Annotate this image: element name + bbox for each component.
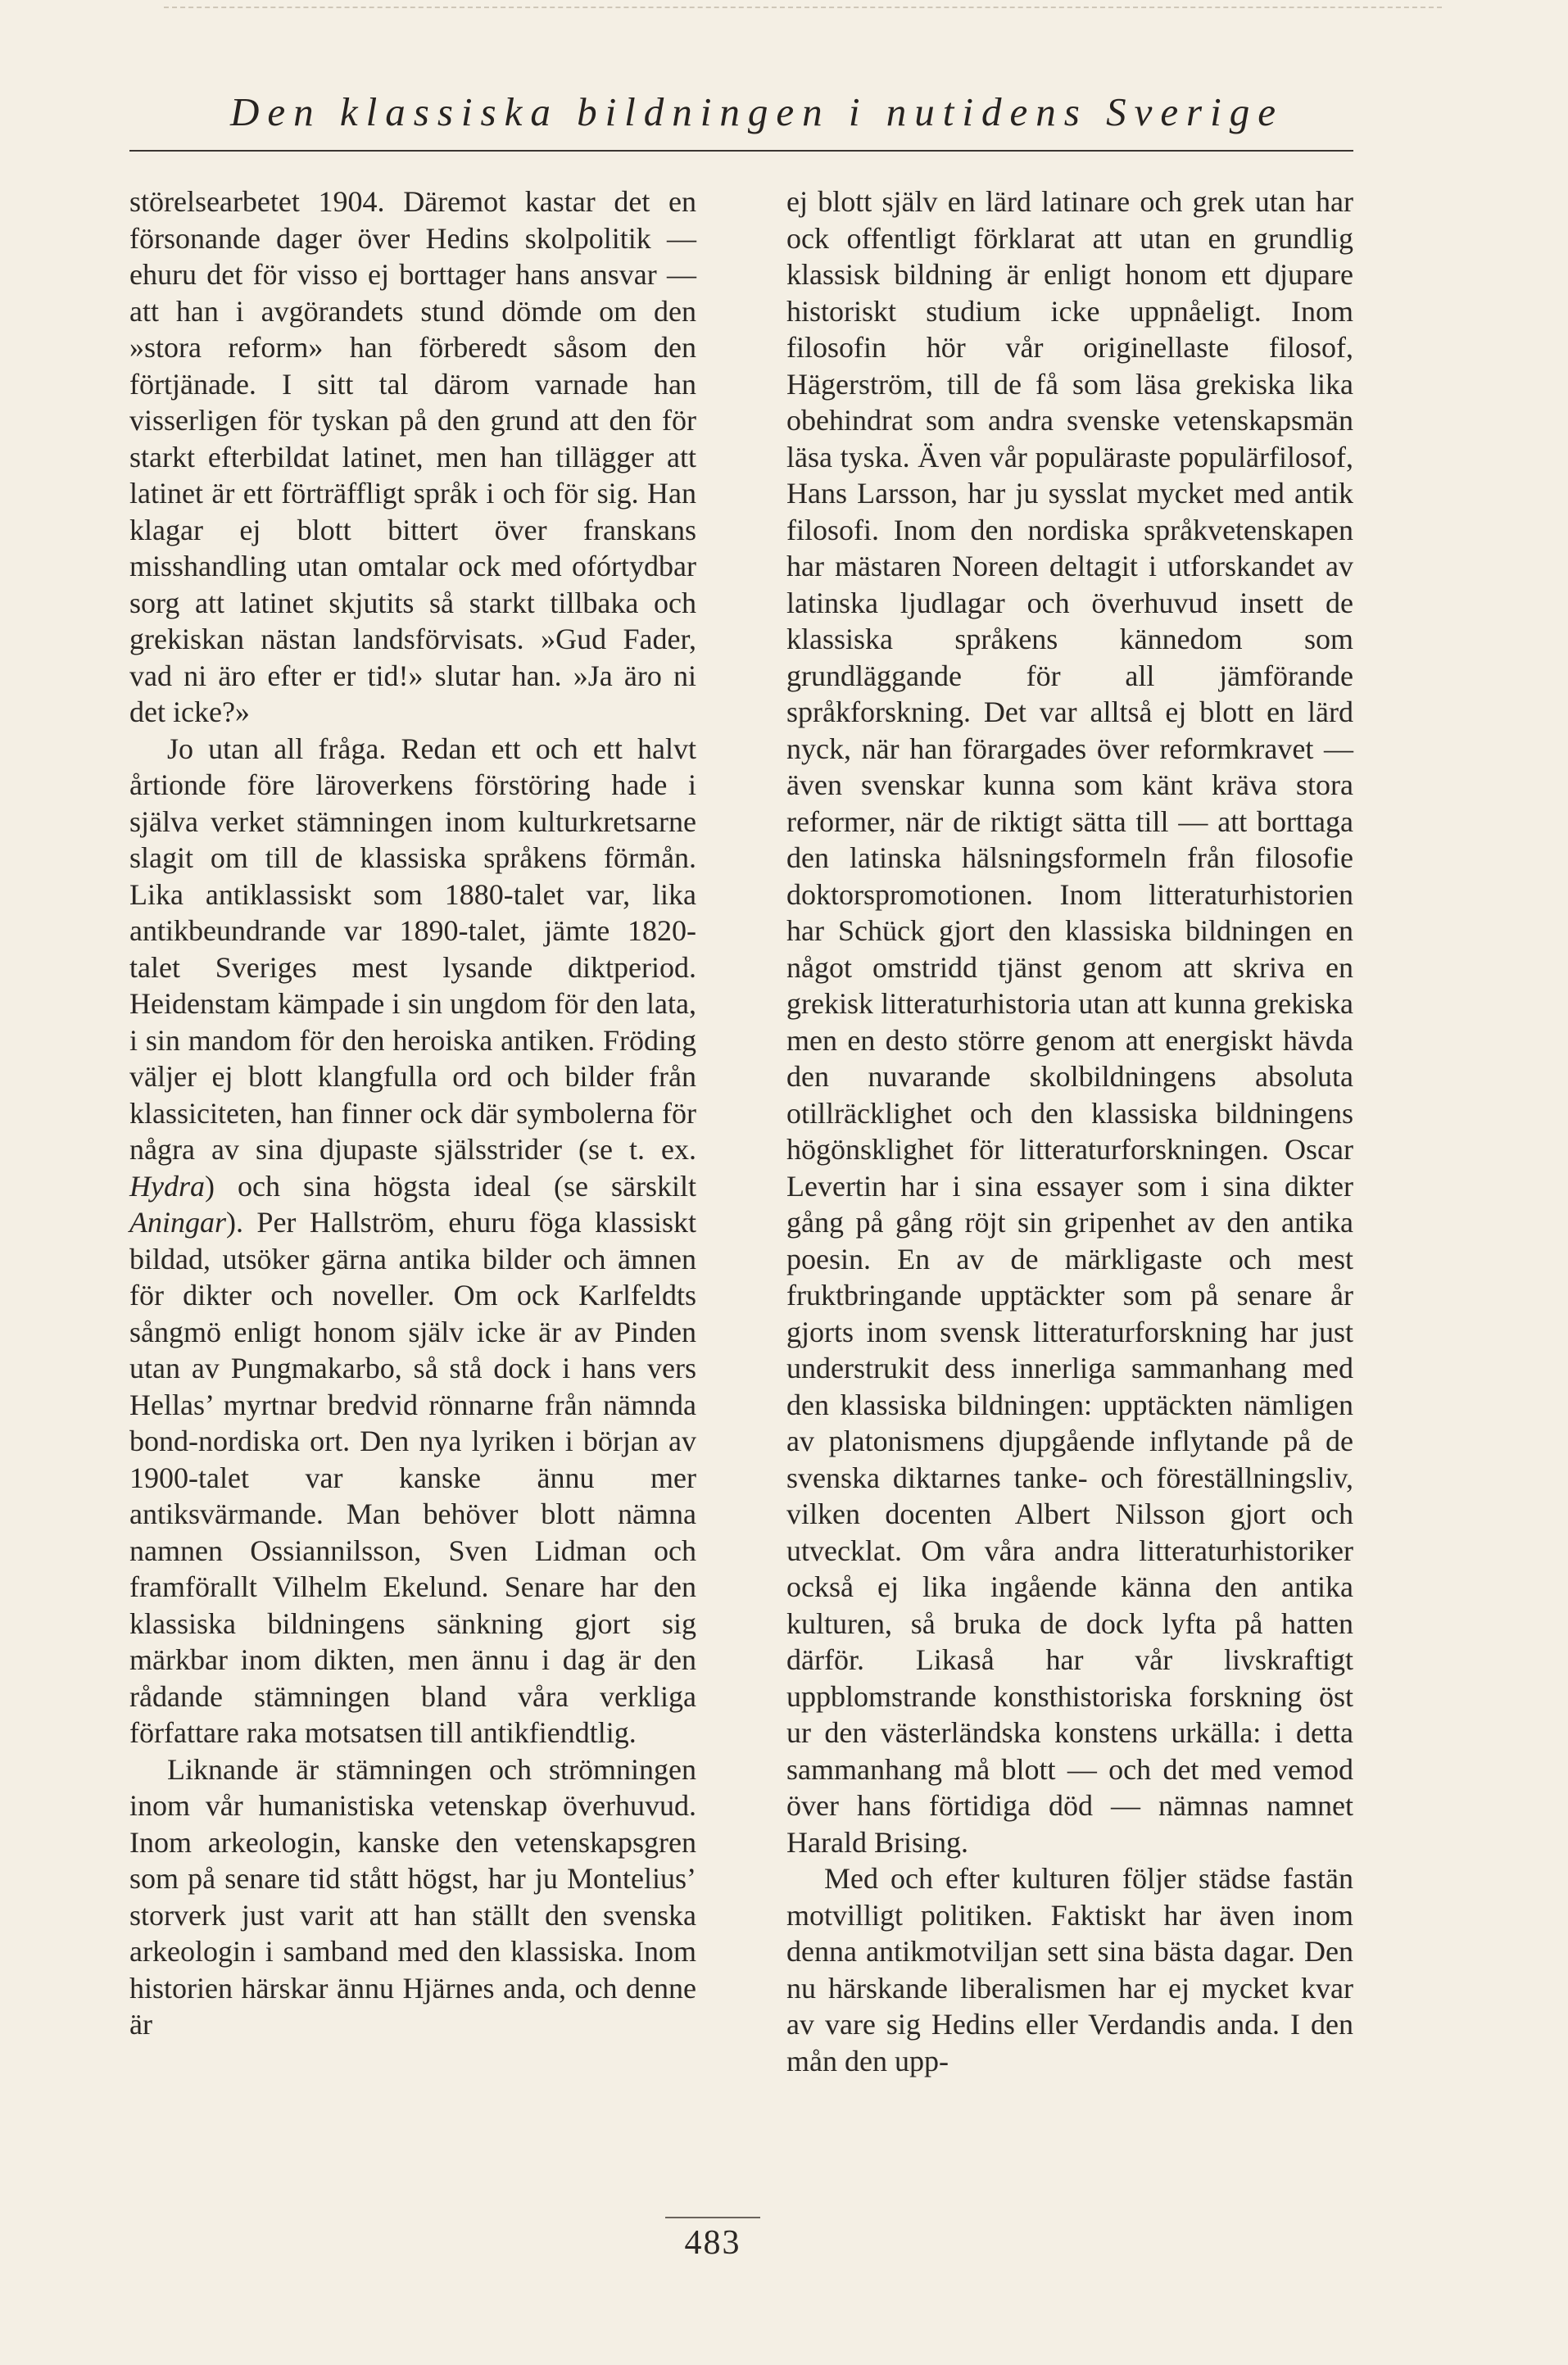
page-number: 483 bbox=[684, 2224, 741, 2262]
paragraph: ej blott själv en lärd latinare och grek utan har ock offentligt förklarat att utan en grundlig klassisk bildning är enligt honom ett djupare historiskt studium icke uppnåeligt. Inom filosofin hör vår originellaste filosof, Hägerström, till de få som läsa grekiska lika obehindrat som andra svenske vetenskapsmän läsa tyska. Även vår populäraste populärfilosof, Hans Larsson, har ju sysslat mycket med antik filosofi. Inom den nordiska språkvetenskapen har mästaren Noreen deltagit i utforskandet av latinska ljudlagar och överhuvud insett de klassiska språkens kännedom som grundläggande för all jämförande språkforskning. Det var alltså ej blott en lärd nyck, när han förargades över reformkravet — även svenskar kunna som känt kräva stora reformer, när de riktigt sätta till — att borttaga den latinska hälsningsformeln från filosofie doktorspromotionen. Inom litteraturhistorien har Schück gjort den klassiska bildningen en något omstridd tjänst genom att skriva en grekisk litteraturhistoria utan att kunna grekiska men en desto större genom att energiskt hävda den nuvarande skolbildningens absoluta otillräcklighet och den klassiska bildningens högönsklighet för litteraturforskningen. Oscar Levertin har i sina essayer som i sina dikter gång på gång röjt sin gripenhet av den antika poesin. En av de märkligaste och mest fruktbringande upptäckter som på senare år gjorts inom svensk litteraturforskning har just understrukit dess innerliga sammanhang med den klassiska bildningen: upptäckten nämligen av platonismens djupgående inflytande på de svenska diktarnes tanke- och föreställningsliv, vilken docenten Albert Nilsson gjort och utvecklat. Om våra andra litteraturhistoriker också ej lika ingående känna den antika kulturen, så bruka de dock lyfta på hatten därför. Likaså har vår livskraftigt uppblomstrande konsthistoriska forskning öst ur den västerländska konstens urkälla: i detta sammanhang må blott — och det med vemod över hans förtidiga död — nämnas namnet Harald Brising. bbox=[786, 185, 1353, 1859]
right-column bbox=[786, 183, 1353, 2079]
left-column bbox=[129, 183, 696, 2043]
paragraph: Jo utan all fråga. Redan ett och ett halvt årtionde före läroverkens förstöring hade i själva verket stämningen inom kulturkretsarne slagit om till de klassiska språkens förmån. Lika antiklassiskt som 1880-talet var, lika antikbeundrande var 1890-talet, jämte 1820-talet Sveriges mest lysande diktperiod. Heidenstam kämpade i sin ungdom för den lata, i sin mandom för den heroiska antiken. Fröding väljer ej blott klangfulla ord och bilder från klassiciteten, han finner ock där symbolerna för några av sina djupaste själsstrider (se t. ex. Hydra) och sina högsta ideal (se särskilt Aningar). Per Hallström, ehuru föga klassiskt bildad, utsöker gärna antika bilder och ämnen för dikter och noveller. Om ock Karlfeldts sångmö enligt honom själv icke är av Pinden utan av Pungmakarbo, så stå dock i hans vers Hellas’ myrtnar bredvid rönnarne från nämnda bond-nordiska ort. Den nya lyriken i början av 1900-talet var kanske ännu mer antiksvärmande. Man behöver blott nämna namnen Ossiannilsson, Sven Lidman och framförallt Vilhelm Ekelund. Senare har den klassiska bildningens sänkning gjort sig märkbar inom dikten, men ännu i dag är den rådande stämningen bland våra verkliga författare raka motsatsen till antikfiendtlig. bbox=[129, 732, 696, 1749]
header-rule bbox=[129, 150, 1353, 152]
paragraph: störelsearbetet 1904. Däremot kastar det en försonande dager över Hedins skolpolitik — ehuru det för visso ej borttager hans ansvar — att han i avgörandets stund dömde om den »stora reform» han förberedt såsom den förtjänade. I sitt tal därom varnade han visserligen för tyskan på den grund att den för starkt efterbildat latinet, men han tillägger att latinet är ett förträffligt språk i och för sig. Han klagar ej blott bittert över franskans misshandling utan omtalar ock med ofórtydbar sorg att latinet skjutits så starkt tillbaka och grekiskan nästan landsförvisats. »Gud Fader, vad ni äro efter er tid!» slutar han. »Ja äro ni det icke?» bbox=[129, 185, 696, 728]
top-edge-rule bbox=[164, 7, 1442, 8]
paragraph: Liknande är stämningen och strömningen inom vår humanistiska vetenskap överhuvud. Inom arkeologin, kanske den vetenskapsgren som på senare tid stått högst, har ju Montelius’ storverk just varit att han ställt den svenska arkeologin i samband med den klassiska. Inom historien härskar ännu Hjärnes anda, och denne är bbox=[129, 1752, 696, 2041]
italic-title-hydra: Hydra bbox=[129, 1169, 205, 1203]
paragraph: Med och efter kulturen följer städse fastän motvilligt politiken. Faktiskt har även inom denna antikmotviljan sett sina bästa dagar. Den nu härskande liberalismen har ej mycket kvar av vare sig Hedins eller Verdandis anda. I den mån den upp- bbox=[786, 1862, 1353, 2077]
italic-title-aningar: Aningar bbox=[129, 1206, 227, 1239]
page-number-rule bbox=[665, 2217, 760, 2218]
running-head: Den klassiska bildningen i nutidens Sverige bbox=[230, 89, 1284, 134]
